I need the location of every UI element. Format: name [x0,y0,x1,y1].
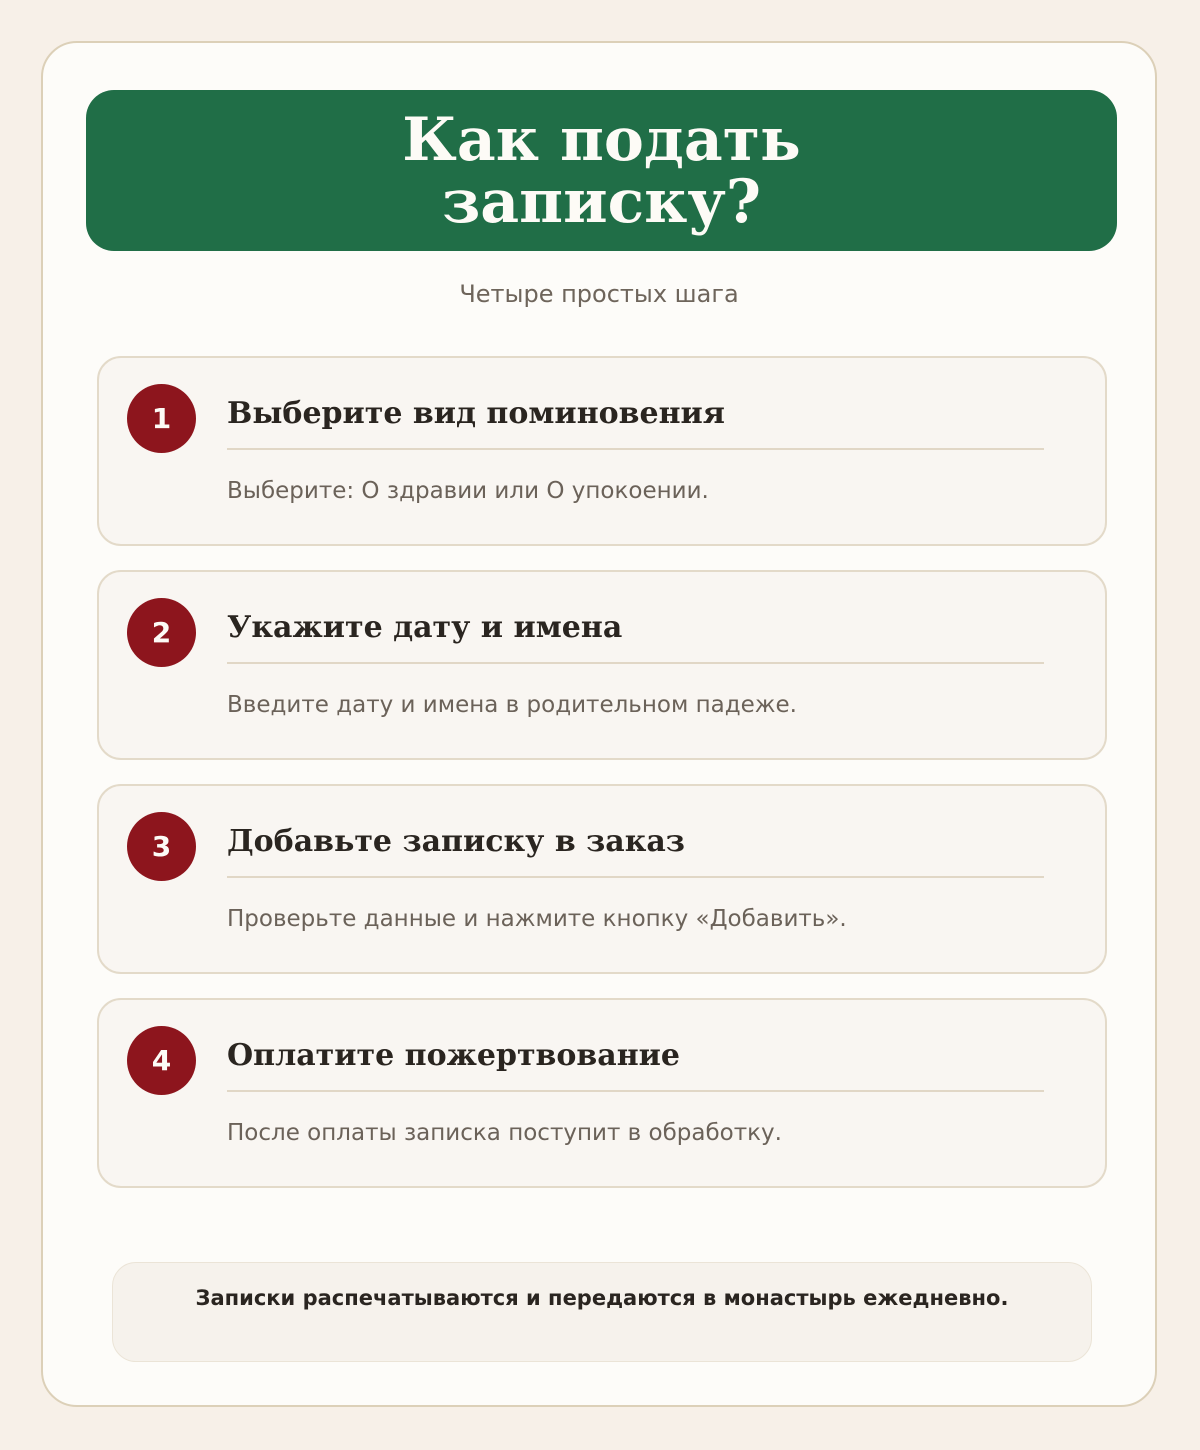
info-note-text: Записки распечатываются и передаются в монастырь ежедневно. [195,1286,1009,1310]
step-divider [227,662,1044,664]
step-card-2 [97,570,1107,760]
page-title: Как подать записку? [402,104,801,237]
step-card-4 [97,998,1107,1188]
step-card-3 [97,784,1107,974]
step-number-badge: 3 [127,812,196,881]
header-banner [86,90,1117,251]
page-subtitle: Четыре простых шага [459,280,739,308]
step-number-badge: 1 [127,384,196,453]
step-number-badge: 2 [127,598,196,667]
info-note [112,1262,1092,1362]
step-description: После оплаты записка поступит в обработку. [227,1120,782,1146]
step-divider [227,876,1044,878]
instructions-card [41,41,1157,1407]
step-description: Выберите: О здравии или О упокоении. [227,478,709,504]
step-description: Введите дату и имена в родительном падеже. [227,692,797,718]
step-divider [227,1090,1044,1092]
step-title: Укажите дату и имена [227,610,623,645]
step-card-1 [97,356,1107,546]
step-title: Выберите вид поминовения [227,396,725,431]
step-description: Проверьте данные и нажмите кнопку «Добавить». [227,906,847,932]
step-divider [227,448,1044,450]
step-title: Оплатите пожертвование [227,1038,680,1073]
step-title: Добавьте записку в заказ [227,824,685,859]
step-number-badge: 4 [127,1026,196,1095]
